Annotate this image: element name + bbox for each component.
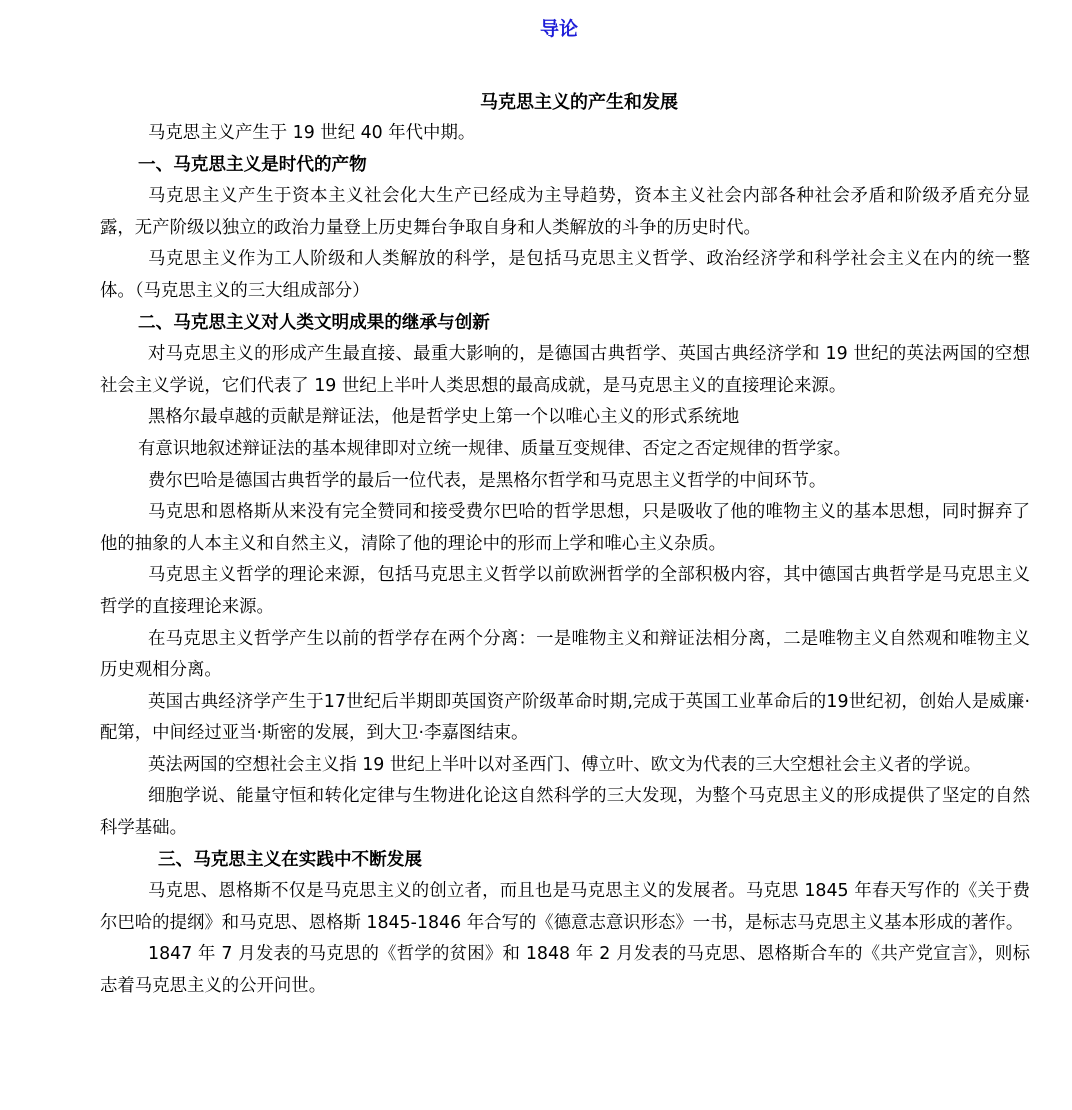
paragraph: 马克思主义哲学的理论来源，包括马克思主义哲学以前欧洲哲学的全部积极内容，其中德国古典哲学是马克思主义哲学的直接理论来源。 <box>100 565 1030 617</box>
paragraph: 细胞学说、能量守恒和转化定律与生物进化论这自然科学的三大发现，为整个马克思主义的形成提供了坚定的自然科学基础。 <box>100 786 1030 839</box>
paragraph: 费尔巴哈是德国古典哲学的最后一位代表，是黑格尔哲学和马克思主义哲学的中间环节。 <box>148 470 827 491</box>
heading-2: 二、马克思主义对人类文明成果的继承与创新 <box>138 312 490 333</box>
paragraph: 在马克思主义哲学产生以前的哲学存在两个分离：一是唯物主义和辩证法相分离，二是唯物主义自然观和唯物主义历史观相分离。 <box>100 628 1030 681</box>
paragraph: 马克思主义作为工人阶级和人类解放的科学，是包括马克思主义哲学、政治经济学和科学社会主义在内的统一整体。（马克思主义的三大组成部分） <box>100 249 1030 301</box>
paragraph: 1847 年 7 月发表的马克思的《哲学的贫困》和 1848 年 2 月发表的马克思、恩格斯合车的《共产党宣言》，则标志着马克思主义的公开问世。 <box>100 944 1030 997</box>
paragraph-intro: 马克思主义产生于 19 世纪 40 年代中期。 <box>148 123 476 143</box>
paragraph: 对马克思主义的形成产生最直接、最重大影响的，是德国古典哲学、英国古典经济学和 19 世纪的英法两国的空想社会主义学说，它们代表了 19 世纪上半叶人类思想的最高成就，是马克思主义的直接理论来源。 <box>100 344 1030 396</box>
paragraph: 马克思主义产生于资本主义社会化大生产已经成为主导趋势，资本主义社会内部各种社会矛盾和阶级矛盾充分显露，无产阶级以独立的政治力量登上历史舞台争取自身和人类解放的斗争的历史时代。 <box>100 186 1030 238</box>
paragraph: 马克思、恩格斯不仅是马克思主义的创立者，而且也是马克思主义的发展者。马克思 1845 年春天写作的《关于费尔巴哈的提纲》和马克思、恩格斯 1845-1846 年合写的《德意志意识形态》一书，是标志马克思主义基本形成的著作。 <box>100 881 1030 933</box>
section-title: 马克思主义的产生和发展 <box>480 92 678 113</box>
paragraph: 英国古典经济学产生于17世纪后半期即英国资产阶级革命时期,完成于英国工业革命后的19世纪初，创始人是威廉·配第，中间经过亚当·斯密的发展，到大卫·李嘉图结束。 <box>100 691 1030 744</box>
paragraph: 有意识地叙述辩证法的基本规律即对立统一规律、质量互变规律、否定之否定规律的哲学家。 <box>138 438 852 459</box>
heading-1: 一、马克思主义是时代的产物 <box>138 154 367 175</box>
paragraph: 英法两国的空想社会主义指 19 世纪上半叶以对圣西门、傅立叶、欧文为代表的三大空想社会主义者的学说。 <box>148 754 982 775</box>
paragraph: 黑格尔最卓越的贡献是辩证法，他是哲学史上第一个以唯心主义的形式系统地 <box>148 407 740 428</box>
document-title: 导论 <box>539 18 578 40</box>
heading-3: 三、马克思主义在实践中不断发展 <box>158 849 422 870</box>
document-body <box>100 118 1030 1003</box>
paragraph: 马克思和恩格斯从来没有完全赞同和接受费尔巴哈的哲学思想，只是吸收了他的唯物主义的基本思想，同时摒弃了他的抽象的人本主义和自然主义，清除了他的理论中的形而上学和唯心主义杂质。 <box>100 502 1030 554</box>
